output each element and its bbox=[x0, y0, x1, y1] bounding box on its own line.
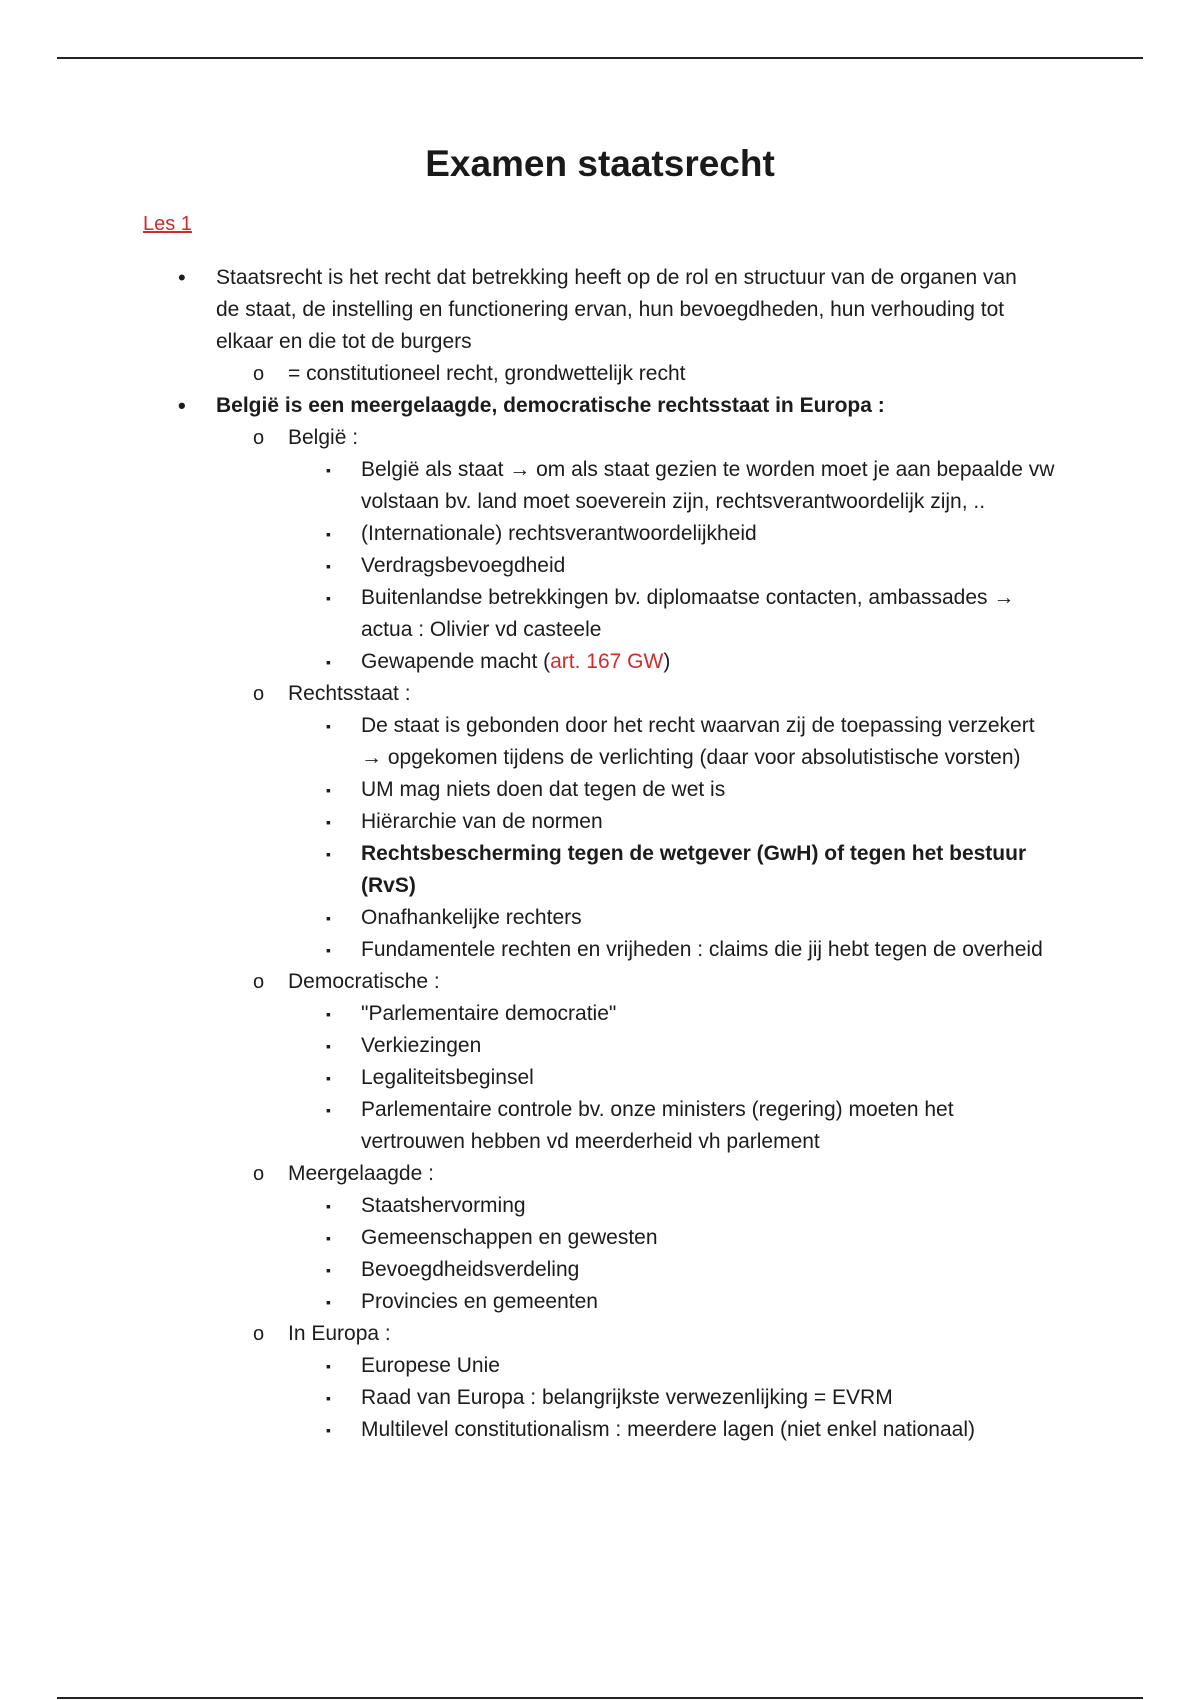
square-marker: ▪ bbox=[326, 1006, 331, 1022]
list-item bbox=[0, 1222, 1061, 1254]
list-item bbox=[0, 518, 1061, 550]
item-text: Verdragsbevoegdheid bbox=[361, 554, 566, 577]
header-rule bbox=[57, 57, 1143, 59]
list-item bbox=[0, 454, 1061, 518]
square-marker: ▪ bbox=[326, 590, 331, 606]
square-marker: ▪ bbox=[326, 1230, 331, 1246]
list-item bbox=[0, 710, 1061, 774]
list-item bbox=[0, 1190, 1061, 1222]
item-text: Rechtsbescherming tegen de wetgever (GwH) of tegen het bestuur (RvS) bbox=[361, 842, 1027, 897]
square-marker: ▪ bbox=[326, 1198, 331, 1214]
list-item bbox=[0, 1318, 1048, 1350]
square-marker: ▪ bbox=[326, 1038, 331, 1054]
square-marker: ▪ bbox=[326, 1102, 331, 1118]
article-reference: art. 167 GW bbox=[550, 650, 664, 673]
list-item bbox=[0, 262, 1036, 358]
square-marker: ▪ bbox=[326, 1422, 331, 1438]
item-text: Hiërarchie van de normen bbox=[361, 810, 603, 833]
list-item bbox=[0, 1062, 1061, 1094]
footer-rule bbox=[57, 1697, 1143, 1699]
list-item bbox=[0, 678, 1048, 710]
circle-marker: o bbox=[253, 427, 265, 449]
list-item bbox=[0, 1158, 1048, 1190]
circle-marker: o bbox=[253, 1163, 265, 1185]
list-item bbox=[0, 1030, 1061, 1062]
notes-list bbox=[0, 262, 1200, 1446]
item-text: Staatshervorming bbox=[361, 1194, 526, 1217]
square-marker: ▪ bbox=[326, 846, 331, 862]
list-item bbox=[0, 934, 1061, 966]
item-text: België als staat → om als staat gezien te worden moet je aan bepaalde vw volstaan bv. land moet soeverein zijn, rechtsverantwoordelijk zijn, .. bbox=[361, 458, 1055, 513]
list-item bbox=[0, 1382, 1061, 1414]
list-item bbox=[0, 838, 1061, 902]
square-marker: ▪ bbox=[326, 718, 331, 734]
section-heading: Meergelaagde : bbox=[288, 1162, 434, 1185]
square-marker: ▪ bbox=[326, 1390, 331, 1406]
item-text: Bevoegdheidsverdeling bbox=[361, 1258, 580, 1281]
item-text: (Internationale) rechtsverantwoordelijkheid bbox=[361, 522, 757, 545]
section-heading: België : bbox=[288, 426, 359, 449]
square-marker: ▪ bbox=[326, 1262, 331, 1278]
square-marker: ▪ bbox=[326, 910, 331, 926]
list-item bbox=[0, 1254, 1061, 1286]
list-item bbox=[0, 998, 1061, 1030]
item-text: Buitenlandse betrekkingen bv. diplomaatse contacten, ambassades → actua : Olivier vd casteele bbox=[361, 586, 1015, 641]
circle-marker: o bbox=[253, 1323, 265, 1345]
square-marker: ▪ bbox=[326, 558, 331, 574]
square-marker: ▪ bbox=[326, 1070, 331, 1086]
section-heading: In Europa : bbox=[288, 1322, 391, 1345]
section-heading: Rechtsstaat : bbox=[288, 682, 411, 705]
list-item bbox=[0, 646, 1061, 678]
square-marker: ▪ bbox=[326, 782, 331, 798]
list-item bbox=[0, 1094, 1061, 1158]
bullet-marker: • bbox=[178, 265, 186, 290]
item-text: = constitutioneel recht, grondwettelijk recht bbox=[288, 362, 686, 385]
list-item bbox=[0, 390, 1036, 422]
item-text: België is een meergelaagde, democratische rechtsstaat in Europa : bbox=[216, 394, 885, 417]
item-text: Parlementaire controle bv. onze ministers (regering) moeten het vertrouwen hebben vd meerderheid vh parlement bbox=[361, 1098, 954, 1153]
item-text: Verkiezingen bbox=[361, 1034, 482, 1057]
square-marker: ▪ bbox=[326, 942, 331, 958]
list-item bbox=[0, 902, 1061, 934]
square-marker: ▪ bbox=[326, 526, 331, 542]
item-text: Fundamentele rechten en vrijheden : claims die jij hebt tegen de overheid bbox=[361, 938, 1043, 961]
page-title: Examen staatsrecht bbox=[425, 143, 775, 184]
item-text: Raad van Europa : belangrijkste verwezenlijking = EVRM bbox=[361, 1386, 893, 1409]
item-text: Provincies en gemeenten bbox=[361, 1290, 598, 1313]
bullet-marker: • bbox=[178, 393, 186, 418]
circle-marker: o bbox=[253, 683, 265, 705]
square-marker: ▪ bbox=[326, 654, 331, 670]
item-text: De staat is gebonden door het recht waarvan zij de toepassing verzekert → opgekomen tijdens de verlichting (daar voor absolutistische vorsten) bbox=[361, 714, 1035, 769]
item-text: Europese Unie bbox=[361, 1354, 500, 1377]
lesson-heading: Les 1 bbox=[143, 213, 192, 235]
item-text: Gemeenschappen en gewesten bbox=[361, 1226, 658, 1249]
item-text: Onafhankelijke rechters bbox=[361, 906, 582, 929]
square-marker: ▪ bbox=[326, 1294, 331, 1310]
item-text: "Parlementaire democratie" bbox=[361, 1002, 617, 1025]
item-text: ) bbox=[663, 650, 671, 673]
square-marker: ▪ bbox=[326, 814, 331, 830]
list-item bbox=[0, 966, 1048, 998]
circle-marker: o bbox=[253, 971, 265, 993]
item-text: Staatsrecht is het recht dat betrekking heeft op de rol en structuur van de organen van de staat, de instelling en functionering ervan, hun bevoegdheden, hun verhouding tot elkaar en die tot de burgers bbox=[216, 266, 1017, 353]
list-item bbox=[0, 1414, 1061, 1446]
list-item bbox=[0, 582, 1061, 646]
item-text: Multilevel constitutionalism : meerdere lagen (niet enkel nationaal) bbox=[361, 1418, 975, 1441]
list-item bbox=[0, 422, 1048, 454]
square-marker: ▪ bbox=[326, 462, 331, 478]
item-text: Gewapende macht ( bbox=[361, 650, 551, 673]
list-item bbox=[0, 774, 1061, 806]
list-item bbox=[0, 806, 1061, 838]
circle-marker: o bbox=[253, 363, 265, 385]
list-item bbox=[0, 1286, 1061, 1318]
list-item bbox=[0, 1350, 1061, 1382]
item-text: Legaliteitsbeginsel bbox=[361, 1066, 534, 1089]
section-heading: Democratische : bbox=[288, 970, 440, 993]
list-item bbox=[0, 550, 1061, 582]
square-marker: ▪ bbox=[326, 1358, 331, 1374]
list-item bbox=[0, 358, 1048, 390]
item-text: UM mag niets doen dat tegen de wet is bbox=[361, 778, 726, 801]
